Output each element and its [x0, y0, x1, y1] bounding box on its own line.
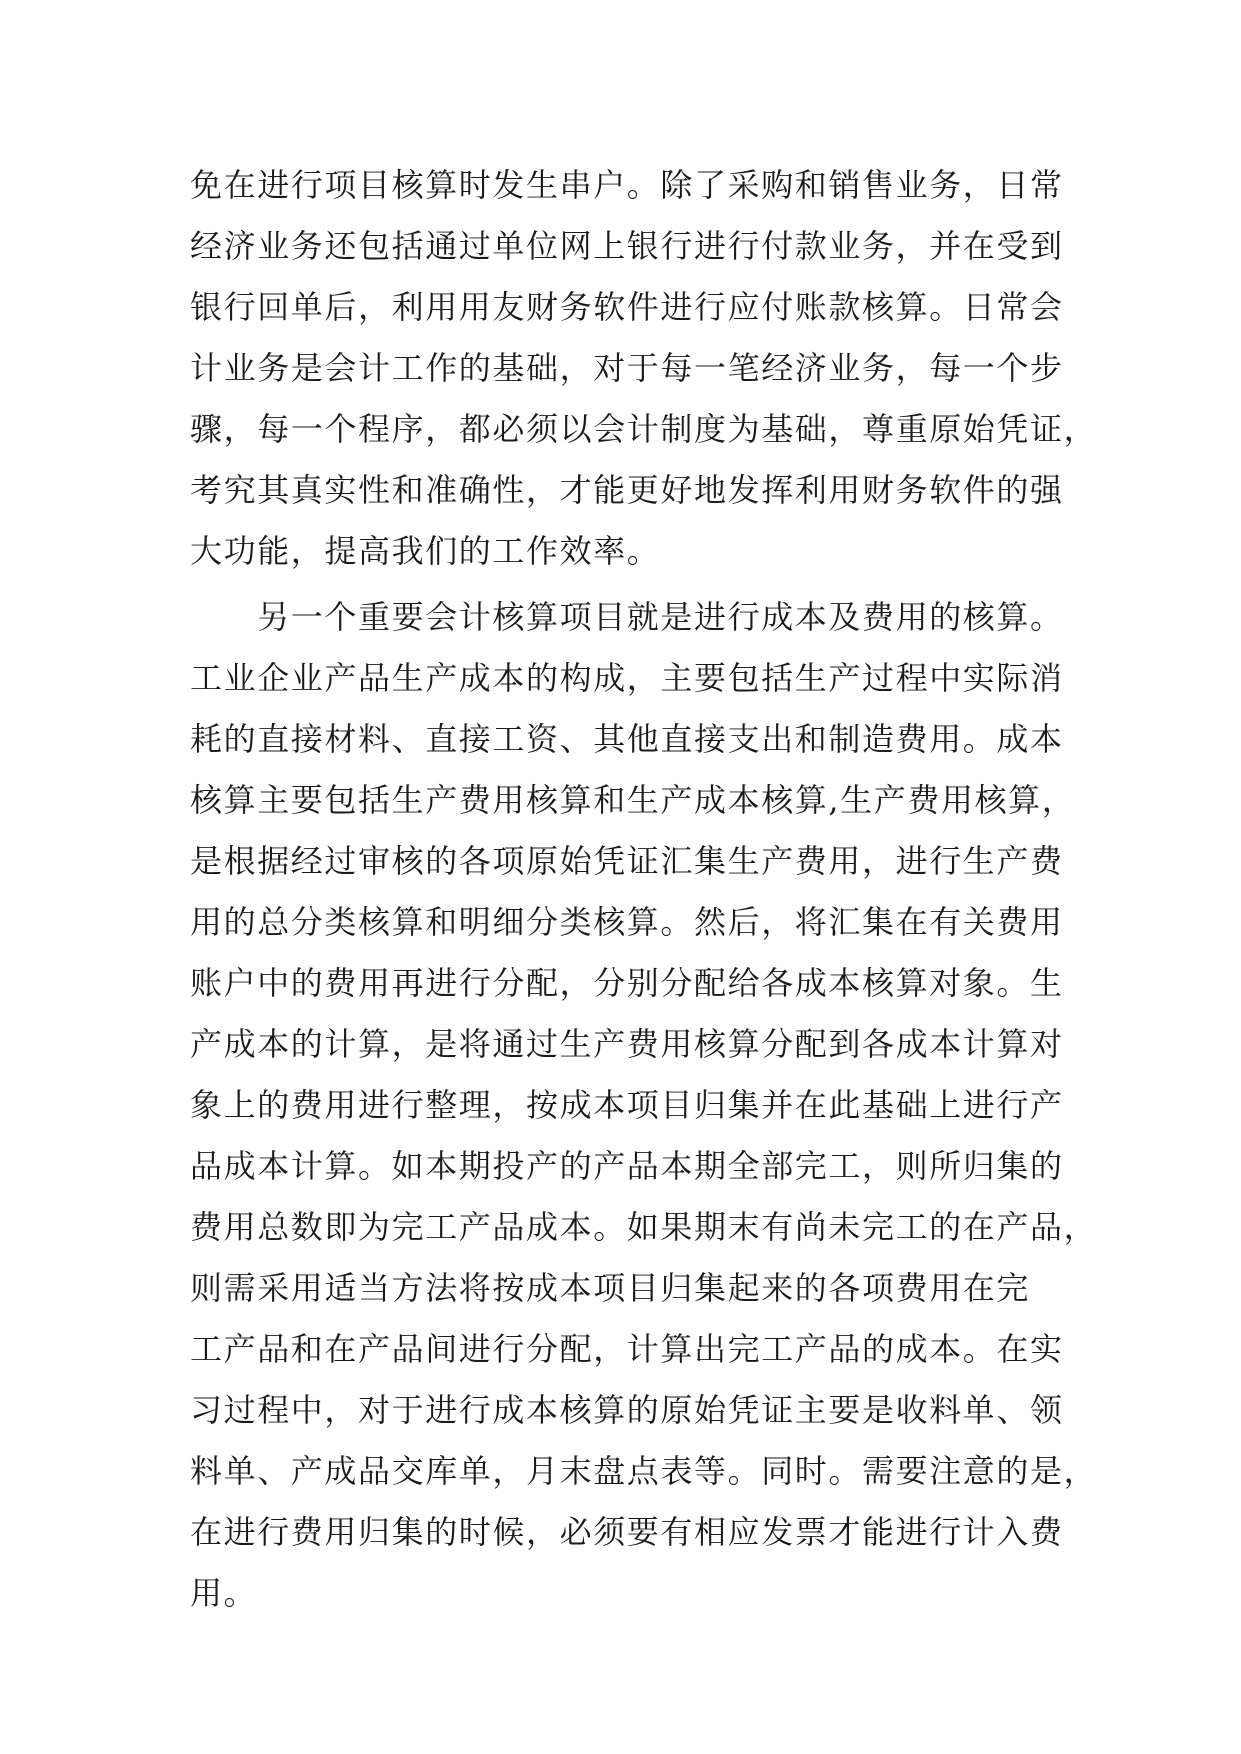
text-line: 耗的直接材料、直接工资、其他直接支出和制造费用。成本	[190, 720, 1064, 758]
body-text	[190, 155, 1098, 1624]
text-line: 经济业务还包括通过单位网上银行进行付款业务，并在受到	[190, 227, 1064, 265]
text-line: 习过程中，对于进行成本核算的原始凭证主要是收料单、领	[190, 1391, 1064, 1429]
text-line: 计业务是会计工作的基础，对于每一笔经济业务，每一个步	[190, 349, 1064, 387]
text-line: 骤，每一个程序，都必须以会计制度为基础，尊重原始凭证，	[190, 410, 1098, 448]
text-line: 是根据经过审核的各项原始凭证汇集生产费用，进行生产费	[190, 842, 1064, 880]
text-line: 在进行费用归集的时候，必须要有相应发票才能进行计入费	[190, 1513, 1064, 1551]
text-line: 另一个重要会计核算项目就是进行成本及费用的核算。	[190, 598, 1064, 636]
text-line: 品成本计算。如本期投产的产品本期全部完工，则所归集的	[190, 1147, 1064, 1185]
text-line: 料单、产成品交库单，月末盘点表等。同时。需要注意的是，	[190, 1452, 1098, 1490]
text-line: 银行回单后，利用用友财务软件进行应付账款核算。日常会	[190, 288, 1064, 326]
text-line: 产成本的计算，是将通过生产费用核算分配到各成本计算对	[190, 1025, 1064, 1063]
text-line: 用的总分类核算和明细分类核算。然后，将汇集在有关费用	[190, 903, 1064, 941]
text-line: 大功能，提高我们的工作效率。	[190, 532, 661, 570]
text-line: 账户中的费用再进行分配，分别分配给各成本核算对象。生	[190, 964, 1064, 1002]
text-line: 工产品和在产品间进行分配，计算出完工产品的成本。在实	[190, 1330, 1064, 1368]
text-line: 免在进行项目核算时发生串户。除了采购和销售业务，日常	[190, 166, 1064, 204]
text-line: 则需采用适当方法将按成本项目归集起来的各项费用在完	[190, 1269, 1031, 1307]
text-line: 用。	[190, 1574, 258, 1612]
text-line: 费用总数即为完工产品成本。如果期末有尚未完工的在产品，	[190, 1208, 1098, 1246]
text-line: 考究其真实性和准确性，才能更好地发挥利用财务软件的强	[190, 471, 1064, 509]
text-line: 工业企业产品生产成本的构成，主要包括生产过程中实际消	[190, 659, 1064, 697]
text-line: 核算主要包括生产费用核算和生产成本核算,生产费用核算，	[190, 781, 1076, 819]
text-line: 象上的费用进行整理，按成本项目归集并在此基础上进行产	[190, 1086, 1064, 1124]
